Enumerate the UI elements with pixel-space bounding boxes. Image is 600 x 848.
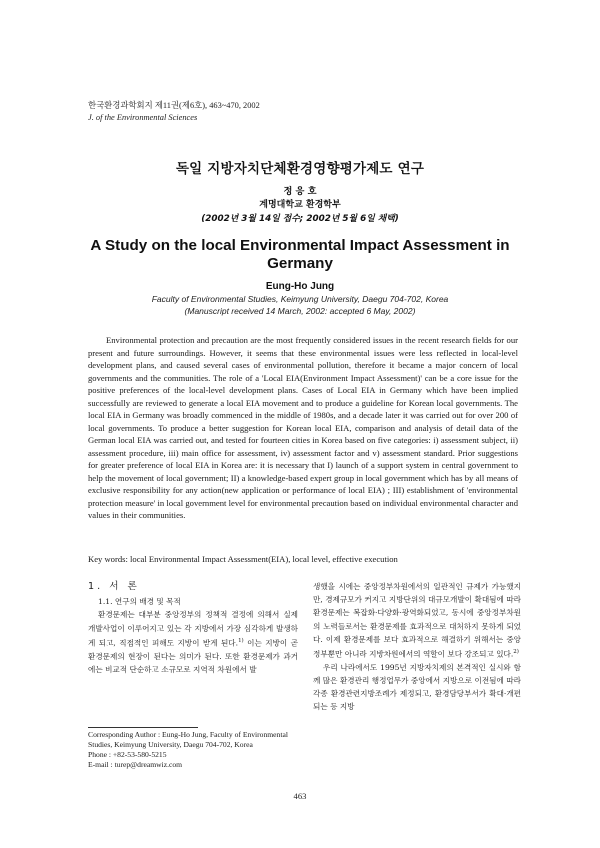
journal-name-en: J. of the Environmental Sciences [88, 113, 198, 122]
footnote-phone: Phone : +82-53-580-5215 [88, 750, 167, 759]
page-number: 463 [293, 791, 307, 801]
footnote-ref: 2) [513, 649, 519, 656]
corresponding-author-footnote [88, 730, 300, 770]
body-text: 환경문제는 대부분 중앙정부의 정책적 결정에 의해서 실제 개발사업이 이루어지고 있는 각 지방에서 가장 심각하게 발생하게 되고, 직접적인 피해도 지방이 받게 된다. [88, 610, 298, 648]
body-paragraph-left [88, 608, 298, 676]
body-text: 생했을 시에는 중앙정부차원에서의 일관적인 규제가 가능했지만, 경제규모가 커지고 지방단위의 대규모개발이 확대됨에 따라 환경문제는 복잡화·다양화·광역화되었고, 동시에 중앙정부차원의 노력들로서는 환경문제를 효과적으로 대처하지 못하게 되었다. 이제 환경문제를 보다 효과적으로 해결하기 위해서는 중앙정부뿐만 아니라 지방차원에서의 역할이 보다 강조되고 있다. [313, 582, 521, 659]
footnote-email: E-mail : turep@dreamwiz.com [88, 760, 183, 769]
author-english: Eung-Ho Jung [265, 281, 335, 292]
journal-citation-ko: 한국환경과학회지 제11권(제6호), 463~470, 2002 [88, 101, 260, 110]
received-date-korean: (2002년 3월 14일 접수; 2002년 5월 6일 채택) [201, 214, 399, 224]
author-korean: 정 응 호 [283, 186, 317, 197]
subsection-heading-background: 1.1. 연구의 배경 및 목적 [98, 597, 181, 607]
abstract: Environmental protection and precaution are the most frequently considered issues in the recent research fields for our present and future surroundings. However, it seems that these environmental issues were less reflected in local-level development plans, and caused several cases of environmental pollution, therefore it became a major concern of local governments and the communities. The role of a 'Local EIA(Environment Impact Assessment)' can be a core issue for the positive preferences of the local-level development plans. Cases of Local EIA in Germany which have been implied successfully are reviewed to generate a local EIA movement and to produce a guideline for Korean local governments. The local EIA in Germany was broadly commenced in the middle of 1980s, and a decade later it was carried out for over 200 of local governments. To produce a better suggestion for Korean local EIA, comparison and analysis of detail data of the German local EIA was carried out, and tested for fourteen cities in Korea based on five categories: i) assessment subject, ii) assessment procedure, iii) main office for assessment, iv) assessment factor and v) assessment standard. Prior suggestions for greater preference of local EIA in Korea are: it is necessary that I) launch of a support system in central government to help the movement of local government; II) a knowledge-based expert group in local government which has by all means of exclusive responsibility for any action(new application or performance of local EIA) ; III) establishment of 'environmental protection measure' in local government level for environmental precaution based on individual environmental character and values in their communities. [88, 335, 518, 520]
title-english: A Study on the local Environmental Impact Assessment in Germany [90, 237, 510, 272]
body-column-right [313, 580, 521, 714]
body-text: 이는 지방이 곧 환경문제의 현장이 된다는 의미가 된다. 또한 환경문제가 과거에는 비교적 단순하고 소규모로 지역적 차원에서 발 [88, 638, 298, 674]
received-date-english: (Manuscript received 14 March, 2002: accepted 6 May, 2002) [184, 306, 416, 316]
footnote-divider [88, 727, 198, 728]
footnote-author: Corresponding Author : Eung-Ho Jung, Faculty of Environmental Studies, Keimyung University, Daegu 704-702, Korea [88, 730, 288, 749]
body-paragraph-right-2: 우리 나라에서도 1995년 지방자치제의 본격적인 실시와 함께 많은 환경관리 행정업무가 중앙에서 지방으로 이전됨에 따라 각종 환경관련지방조례가 제정되고, 환경담당부서가 확대·개편되는 등 지방 [313, 662, 521, 712]
affiliation-korean: 계명대학교 환경학부 [259, 200, 341, 210]
section-heading-introduction: 1. 서 론 [88, 581, 140, 592]
body-column-left [88, 580, 298, 676]
journal-header [88, 100, 388, 124]
affiliation-english: Faculty of Environmental Studies, Keimyung University, Daegu 704-702, Korea [151, 294, 449, 304]
body-paragraph-right-1 [313, 580, 521, 661]
keywords: Key words: local Environmental Impact Assessment(EIA), local level, effective execution [88, 554, 398, 564]
title-korean: 독일 지방자치단체환경영향평가제도 연구 [175, 161, 425, 177]
footnote-ref: 1) [238, 637, 244, 644]
